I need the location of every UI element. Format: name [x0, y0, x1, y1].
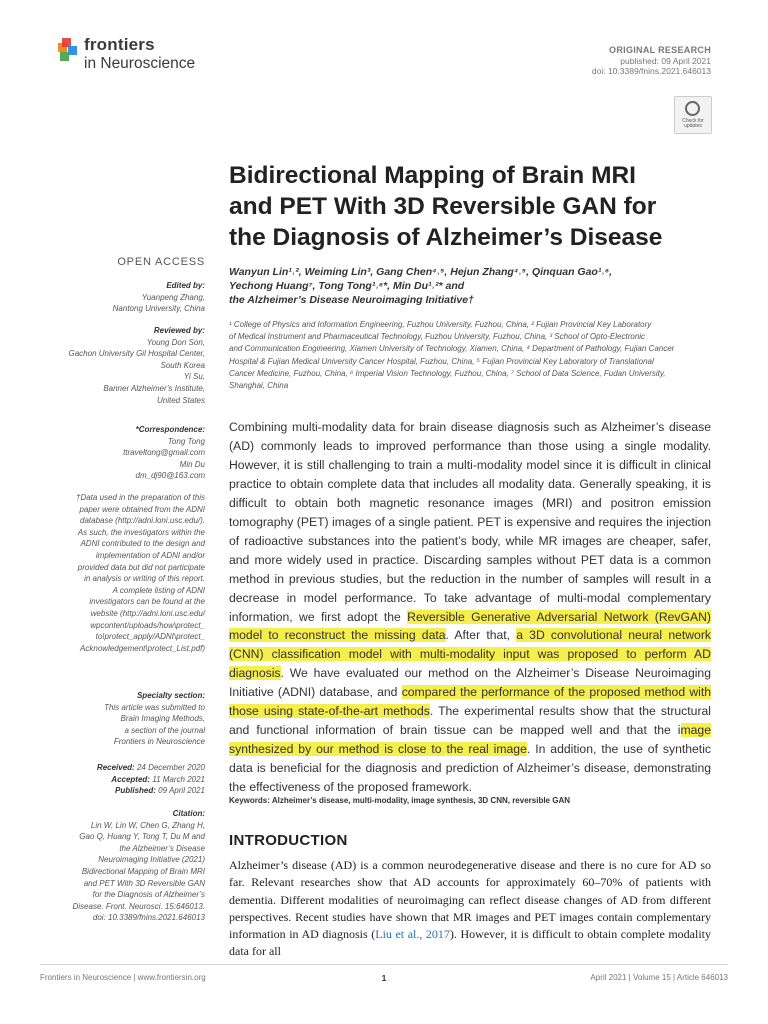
- published-heading: Published:: [115, 786, 156, 796]
- affiliation-line: and Communication Engineering, Xiamen University of Technology, Xiamen, China, ⁴ Department of Pathology, Fujian Cancer: [229, 344, 675, 354]
- reviewer-line: Banner Alzheimer’s Institute,: [103, 383, 205, 393]
- received-heading: Received:: [96, 763, 135, 772]
- check-for-updates-badge[interactable]: [674, 96, 712, 134]
- reviewed-by-block: [15, 325, 205, 406]
- title-line: Bidirectional Mapping of Brain MRI: [229, 162, 636, 189]
- reviewer-line: Gachon University Gil Hospital Center,: [68, 349, 205, 359]
- note-line: As such, the investigators within the: [77, 527, 205, 537]
- note-line: in analysis or writing of this report.: [84, 574, 205, 584]
- affiliations: [229, 319, 715, 392]
- logo-word-journal: in Neuroscience: [84, 55, 196, 72]
- note-line: †Data used in the preparation of this: [76, 493, 205, 502]
- specialty-section-block: [15, 690, 205, 748]
- citation-line: Disease. Front. Neurosci. 15:646013.: [72, 901, 205, 911]
- page-number: 1: [381, 973, 387, 983]
- accepted-date: 11 March 2021: [152, 774, 205, 784]
- citation-line: Neuroimaging Initiative (2021): [98, 855, 205, 865]
- correspondent-name: Min Du: [179, 459, 205, 469]
- note-line[interactable]: wpcontent/uploads/how\protect_: [90, 620, 205, 630]
- specialty-line: a section of the journal: [124, 725, 205, 735]
- citation-link[interactable]: Liu et al., 2017: [375, 927, 450, 942]
- title-line: the Diagnosis of Alzheimer’s Disease: [229, 224, 663, 251]
- frontiers-logo-icon: [56, 37, 80, 65]
- affiliation-line: ¹ College of Physics and Information Engineering, Fuzhou University, Fuzhou, China, ² Fujian Provincial Key Laboratory: [229, 320, 652, 329]
- abstract-text: . After that,: [445, 628, 517, 643]
- author-line: Yechong Huang⁷, Tong Tong¹˒⁶*, Min Du¹˒²* and: [229, 280, 465, 292]
- correspondence-block: [15, 424, 205, 482]
- editor-line: Nantong University, China: [112, 304, 205, 314]
- reviewer-line: Young Don Son,: [146, 337, 205, 347]
- specialty-line: Frontiers in Neuroscience: [113, 737, 205, 747]
- footer-divider: [40, 964, 728, 965]
- accepted-heading: Accepted:: [111, 774, 150, 784]
- edited-by-block: [15, 280, 205, 315]
- abstract-text: Combining multi-modality data for brain disease diagnosis such as Alzheimer’s disease (AD) commonly leads to improved performance than those using a single modality. However, it is still challenging to train a multi-modality model since it is difficult in clinical practice to obtain complete data that includes all modality data. Generally speaking, it is difficult to obtain both magnetic resonance images (MRI) and positron emission tomography (PET) images of a single patient. PET is expensive and requires the injection of radioactive substances into the patient’s body, while MR images are cheaper, safer, and more widely used in practice. Discarding samples without PET data is a common method in previous studies, but the reduction in the number of samples will result in a decrease in model performance. To take advantage of multi-modal complementary information, we first adopt the: [229, 420, 711, 624]
- adni-note: [15, 492, 205, 654]
- intro-text: ). However, it is difficult to obtain complete modality data for all: [229, 927, 711, 959]
- received-line: [15, 762, 205, 774]
- reviewer-line: United States: [156, 395, 205, 405]
- introduction-paragraph: [229, 857, 711, 961]
- citation-line: Gao Q, Huang Y, Tong T, Du M and: [79, 832, 205, 842]
- abstract-text: . We have evaluated our method on the Alzheimer’s Disease Neuroimaging Initiative (ADNI) database, and: [229, 666, 711, 700]
- section-heading-introduction: INTRODUCTION: [229, 832, 348, 849]
- editor-line: Yuanpeng Zhang,: [141, 292, 205, 302]
- published-date-sidebar: 09 April 2021: [158, 786, 205, 796]
- published-line: [15, 785, 205, 797]
- received-date: 24 December 2020: [136, 763, 205, 772]
- specialty-heading: Specialty section:: [136, 691, 205, 700]
- note-line[interactable]: to\protect_apply/ADNI\protect_: [95, 632, 205, 642]
- note-line: implementation of ADNI and/or: [95, 550, 205, 560]
- accepted-line: [15, 774, 205, 786]
- header-doi[interactable]: doi: 10.3389/fnins.2021.646013: [591, 66, 711, 76]
- citation-line: Lin W, Lin W, Chen G, Zhang H,: [90, 820, 205, 830]
- open-access-label: OPEN ACCESS: [117, 256, 205, 268]
- note-line: A complete listing of ADNI: [112, 585, 205, 595]
- reviewed-by-heading: Reviewed by:: [153, 326, 205, 335]
- citation-block: [15, 808, 205, 924]
- abstract-text: . In addition, the use of synthetic data is beneficial for the diagnosis and prediction of Alzheimer’s disease, demonstrating the effectiveness of the proposed framework.: [229, 742, 711, 795]
- title-line: and PET With 3D Reversible GAN for: [229, 193, 657, 220]
- check-updates-icon: [685, 101, 700, 116]
- affiliation-line: Shanghai, China: [229, 381, 289, 391]
- edited-by-heading: Edited by:: [166, 281, 205, 290]
- note-line[interactable]: Acknowledgement\protect_List.pdf): [80, 643, 205, 653]
- author-list: [229, 265, 729, 307]
- affiliation-line: Cancer Medicine, Fuzhou, China, ⁶ Imperial Vision Technology, Fuzhou, China, ⁷ School of Data Science, Fudan University,: [229, 368, 666, 378]
- specialty-line: Brain Imaging Methods,: [120, 714, 205, 724]
- correspondent-email[interactable]: ttraveltong@gmail.com: [123, 448, 205, 458]
- dates-block: [15, 762, 205, 797]
- citation-line: the Alzheimer’s Disease: [119, 843, 205, 853]
- citation-line[interactable]: doi: 10.3389/fnins.2021.646013: [92, 913, 205, 923]
- note-line: investigators can be found at the: [89, 597, 205, 607]
- highlighted-text[interactable]: a 3D convolutional neural network (CNN) classification model with multi-modality input was proposed to perform AD diagnosis: [229, 628, 711, 681]
- citation-line: for the Diagnosis of Alzheimer’s: [92, 890, 205, 900]
- correspondent-email[interactable]: dm_dj90@163.com: [135, 471, 205, 481]
- note-line: paper were obtained from the ADNI: [79, 504, 205, 514]
- note-line[interactable]: website (http://adni.loni.usc.edu/: [90, 608, 205, 618]
- note-line[interactable]: database (http://adni.loni.usc.edu/).: [80, 516, 205, 526]
- intro-text: Alzheimer’s disease (AD) is a common neurodegenerative disease and there is no cure for AD so far. Relevant researches show that AD accounts for approximately 60–70% of patients with dementia. Different modalities of neuroimaging can reflect disease changes of AD from different perspectives. Recent studies have shown that MR images and PET images contain complementary information in AD diagnosis (: [229, 858, 711, 942]
- author-line: the Alzheimer’s Disease Neuroimaging Initiative†: [229, 294, 474, 306]
- citation-line: and PET With 3D Reversible GAN: [83, 878, 205, 888]
- reviewer-line: South Korea: [160, 360, 205, 370]
- citation-line: Bidirectional Mapping of Brain MRI: [81, 866, 205, 876]
- highlighted-text[interactable]: compared the performance of the proposed method with those using state-of-the-art methods: [229, 685, 712, 719]
- logo-word-frontiers: frontiers: [84, 35, 155, 54]
- reviewer-line: Yi Su,: [183, 372, 205, 382]
- footer-journal[interactable]: Frontiers in Neuroscience | www.frontiersin.org: [40, 973, 206, 982]
- affiliation-line: Hospital & Fujian Medical University Cancer Hospital, Fuzhou, China, ⁵ Fujian Provincial Key Laboratory of Translational: [229, 356, 654, 366]
- correspondent-name: Tong Tong: [167, 436, 205, 446]
- article-title: [229, 160, 729, 253]
- abstract: [229, 418, 711, 797]
- article-type: ORIGINAL RESEARCH: [609, 45, 711, 55]
- abstract-text: . The experimental results show that the structural and functional information of brain tissue can be mapped well and that the i: [229, 704, 711, 738]
- highlighted-text[interactable]: mage synthesized by our method is close to the real image: [229, 723, 711, 757]
- note-line: provided data but did not participate: [77, 562, 205, 572]
- affiliation-line: of Medical Instrument and Pharmaceutical Technology, Fuzhou University, Fuzhou, China, ³ School of Opto-Electronic: [229, 332, 646, 342]
- author-line: Wanyun Lin¹˒², Weiming Lin³, Gang Chen⁴˒⁵, Hejun Zhang⁴˒⁵, Qinquan Gao¹˒⁶,: [229, 266, 612, 278]
- highlighted-text[interactable]: Reversible Generative Adversarial Network (RevGAN) model to reconstruct the missing data: [229, 609, 711, 643]
- note-line: ADNI contributed to the design and: [80, 539, 205, 549]
- specialty-line: This article was submitted to: [104, 702, 205, 712]
- check-updates-label: Check for updates: [682, 118, 704, 129]
- published-date: published: 09 April 2021: [620, 56, 711, 66]
- journal-logo[interactable]: [56, 35, 236, 85]
- keywords: Keywords: Alzheimer’s disease, multi-modality, image synthesis, 3D CNN, reversible GAN: [229, 796, 570, 805]
- citation-heading: Citation:: [172, 809, 205, 818]
- correspondence-heading: *Correspondence:: [135, 425, 205, 434]
- footer-issue: April 2021 | Volume 15 | Article 646013: [590, 973, 728, 982]
